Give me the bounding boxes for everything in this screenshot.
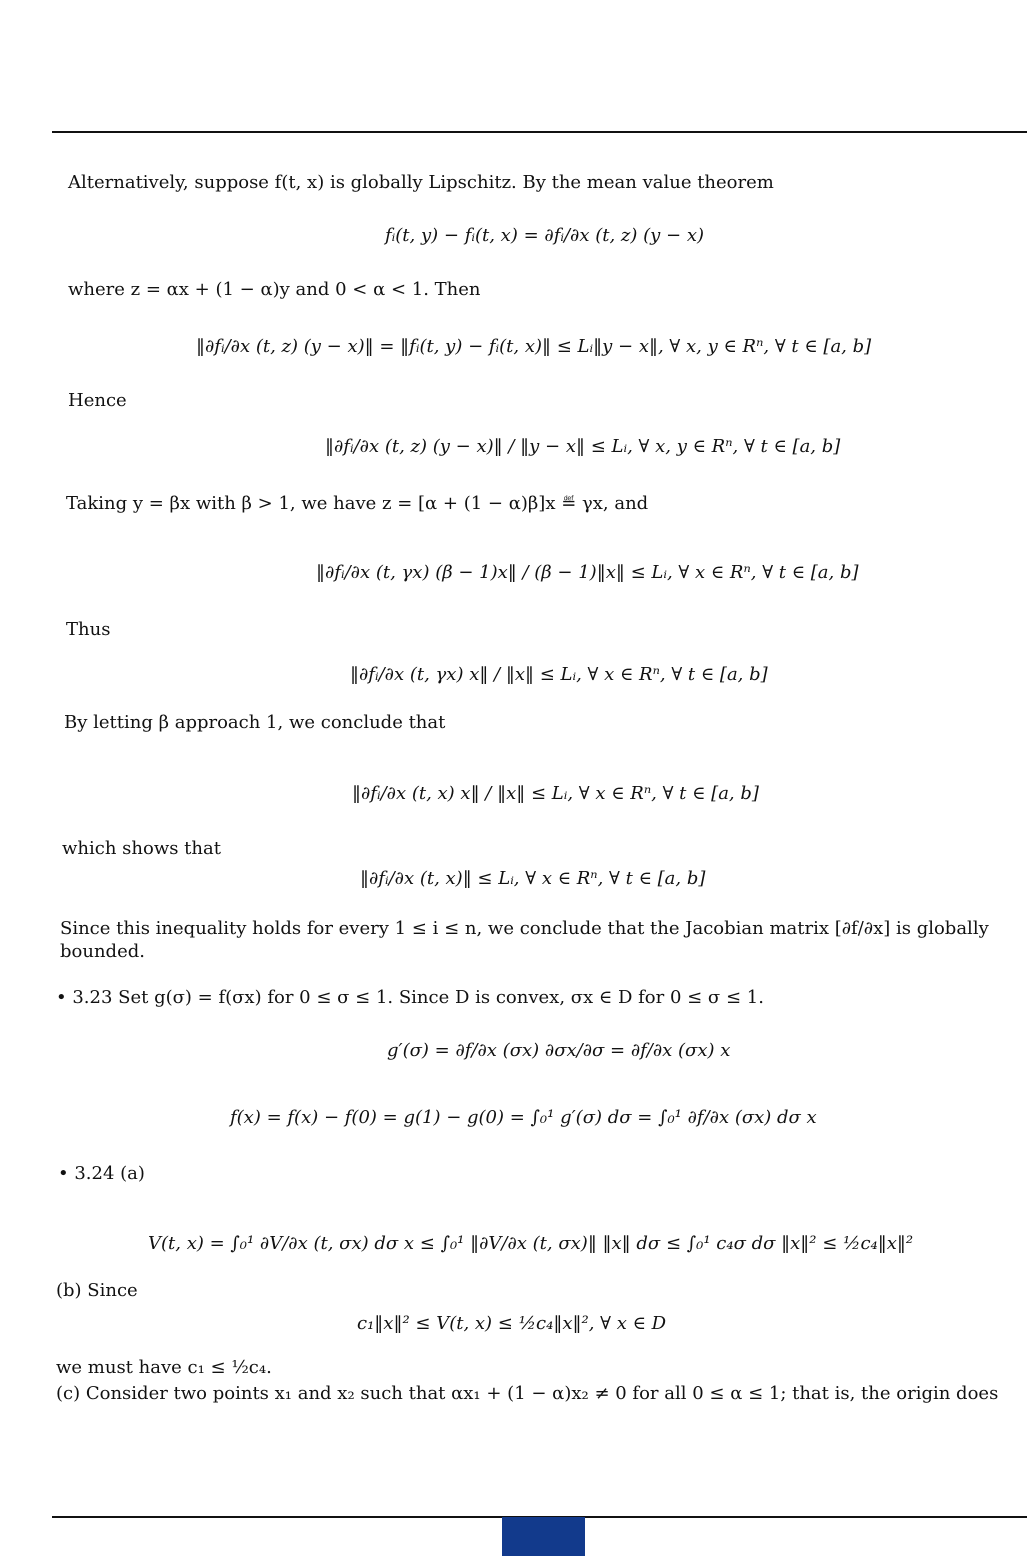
text-line: where z = αx + (1 − α)y and 0 < α < 1. Then	[68, 279, 481, 300]
text-thus: Thus	[66, 619, 111, 640]
equation-v-sandwich: c₁‖x‖² ≤ V(t, x) ≤ ½c₄‖x‖², ∀ x ∈ D	[357, 1313, 667, 1334]
text-line: By letting β approach 1, we conclude that	[64, 712, 446, 733]
equation-g-derivative: g′(σ) = ∂f/∂x (σx) ∂σx/∂σ = ∂f/∂x (σx) x	[387, 1040, 731, 1061]
text-line: Since this inequality holds for every 1 ≤ i ≤ n, we conclude that the Jacobian matrix [∂f/∂x] is globally	[60, 918, 989, 939]
equation-limit: ‖∂fᵢ/∂x (t, x) x‖ / ‖x‖ ≤ Lᵢ, ∀ x ∈ Rⁿ, ∀ t ∈ [a, b]	[352, 783, 759, 804]
text-line: Alternatively, suppose f(t, x) is globally Lipschitz. By the mean value theorem	[68, 172, 774, 193]
header-rule	[52, 131, 1027, 133]
section-3-24: • 3.24 (a)	[58, 1163, 145, 1184]
equation-v-bound: V(t, x) = ∫₀¹ ∂V/∂x (t, σx) dσ x ≤ ∫₀¹ ‖∂V/∂x (t, σx)‖ ‖x‖ dσ ≤ ∫₀¹ c₄σ dσ ‖x‖² ≤ ½c₄‖x‖²	[148, 1233, 914, 1254]
equation-lipschitz: ‖∂fᵢ/∂x (t, z) (y − x)‖ = ‖fᵢ(t, y) − fᵢ(t, x)‖ ≤ Lᵢ‖y − x‖, ∀ x, y ∈ Rⁿ, ∀ t ∈ [a, b]	[196, 336, 872, 357]
equation-gamma: ‖∂fᵢ/∂x (t, γx) (β − 1)x‖ / (β − 1)‖x‖ ≤ Lᵢ, ∀ x ∈ Rⁿ, ∀ t ∈ [a, b]	[316, 562, 859, 583]
equation-integral: f(x) = f(x) − f(0) = g(1) − g(0) = ∫₀¹ g′(σ) dσ = ∫₀¹ ∂f/∂x (σx) dσ x	[230, 1107, 817, 1128]
text-hence: Hence	[68, 390, 127, 411]
text-line: bounded.	[60, 941, 145, 962]
text-line: which shows that	[62, 838, 221, 859]
equation-bound: ‖∂fᵢ/∂x (t, x)‖ ≤ Lᵢ, ∀ x ∈ Rⁿ, ∀ t ∈ [a, b]	[360, 868, 706, 889]
page-number-tab	[502, 1517, 585, 1556]
equation-mean-value: fᵢ(t, y) − fᵢ(t, x) = ∂fᵢ/∂x (t, z) (y − x)	[385, 225, 705, 246]
text-b-since: (b) Since	[56, 1280, 138, 1301]
section-3-23: • 3.23 Set g(σ) = f(σx) for 0 ≤ σ ≤ 1. Since D is convex, σx ∈ D for 0 ≤ σ ≤ 1.	[56, 987, 764, 1008]
equation-ratio: ‖∂fᵢ/∂x (t, z) (y − x)‖ / ‖y − x‖ ≤ Lᵢ, ∀ x, y ∈ Rⁿ, ∀ t ∈ [a, b]	[325, 436, 841, 457]
text-line: Taking y = βx with β > 1, we have z = [α + (1 − α)β]x ≝ γx, and	[66, 493, 649, 514]
text-line: we must have c₁ ≤ ½c₄.	[56, 1357, 272, 1378]
text-line: (c) Consider two points x₁ and x₂ such that αx₁ + (1 − α)x₂ ≠ 0 for all 0 ≤ α ≤ 1; that is, the origin does	[56, 1383, 999, 1404]
equation-thus: ‖∂fᵢ/∂x (t, γx) x‖ / ‖x‖ ≤ Lᵢ, ∀ x ∈ Rⁿ, ∀ t ∈ [a, b]	[350, 664, 768, 685]
